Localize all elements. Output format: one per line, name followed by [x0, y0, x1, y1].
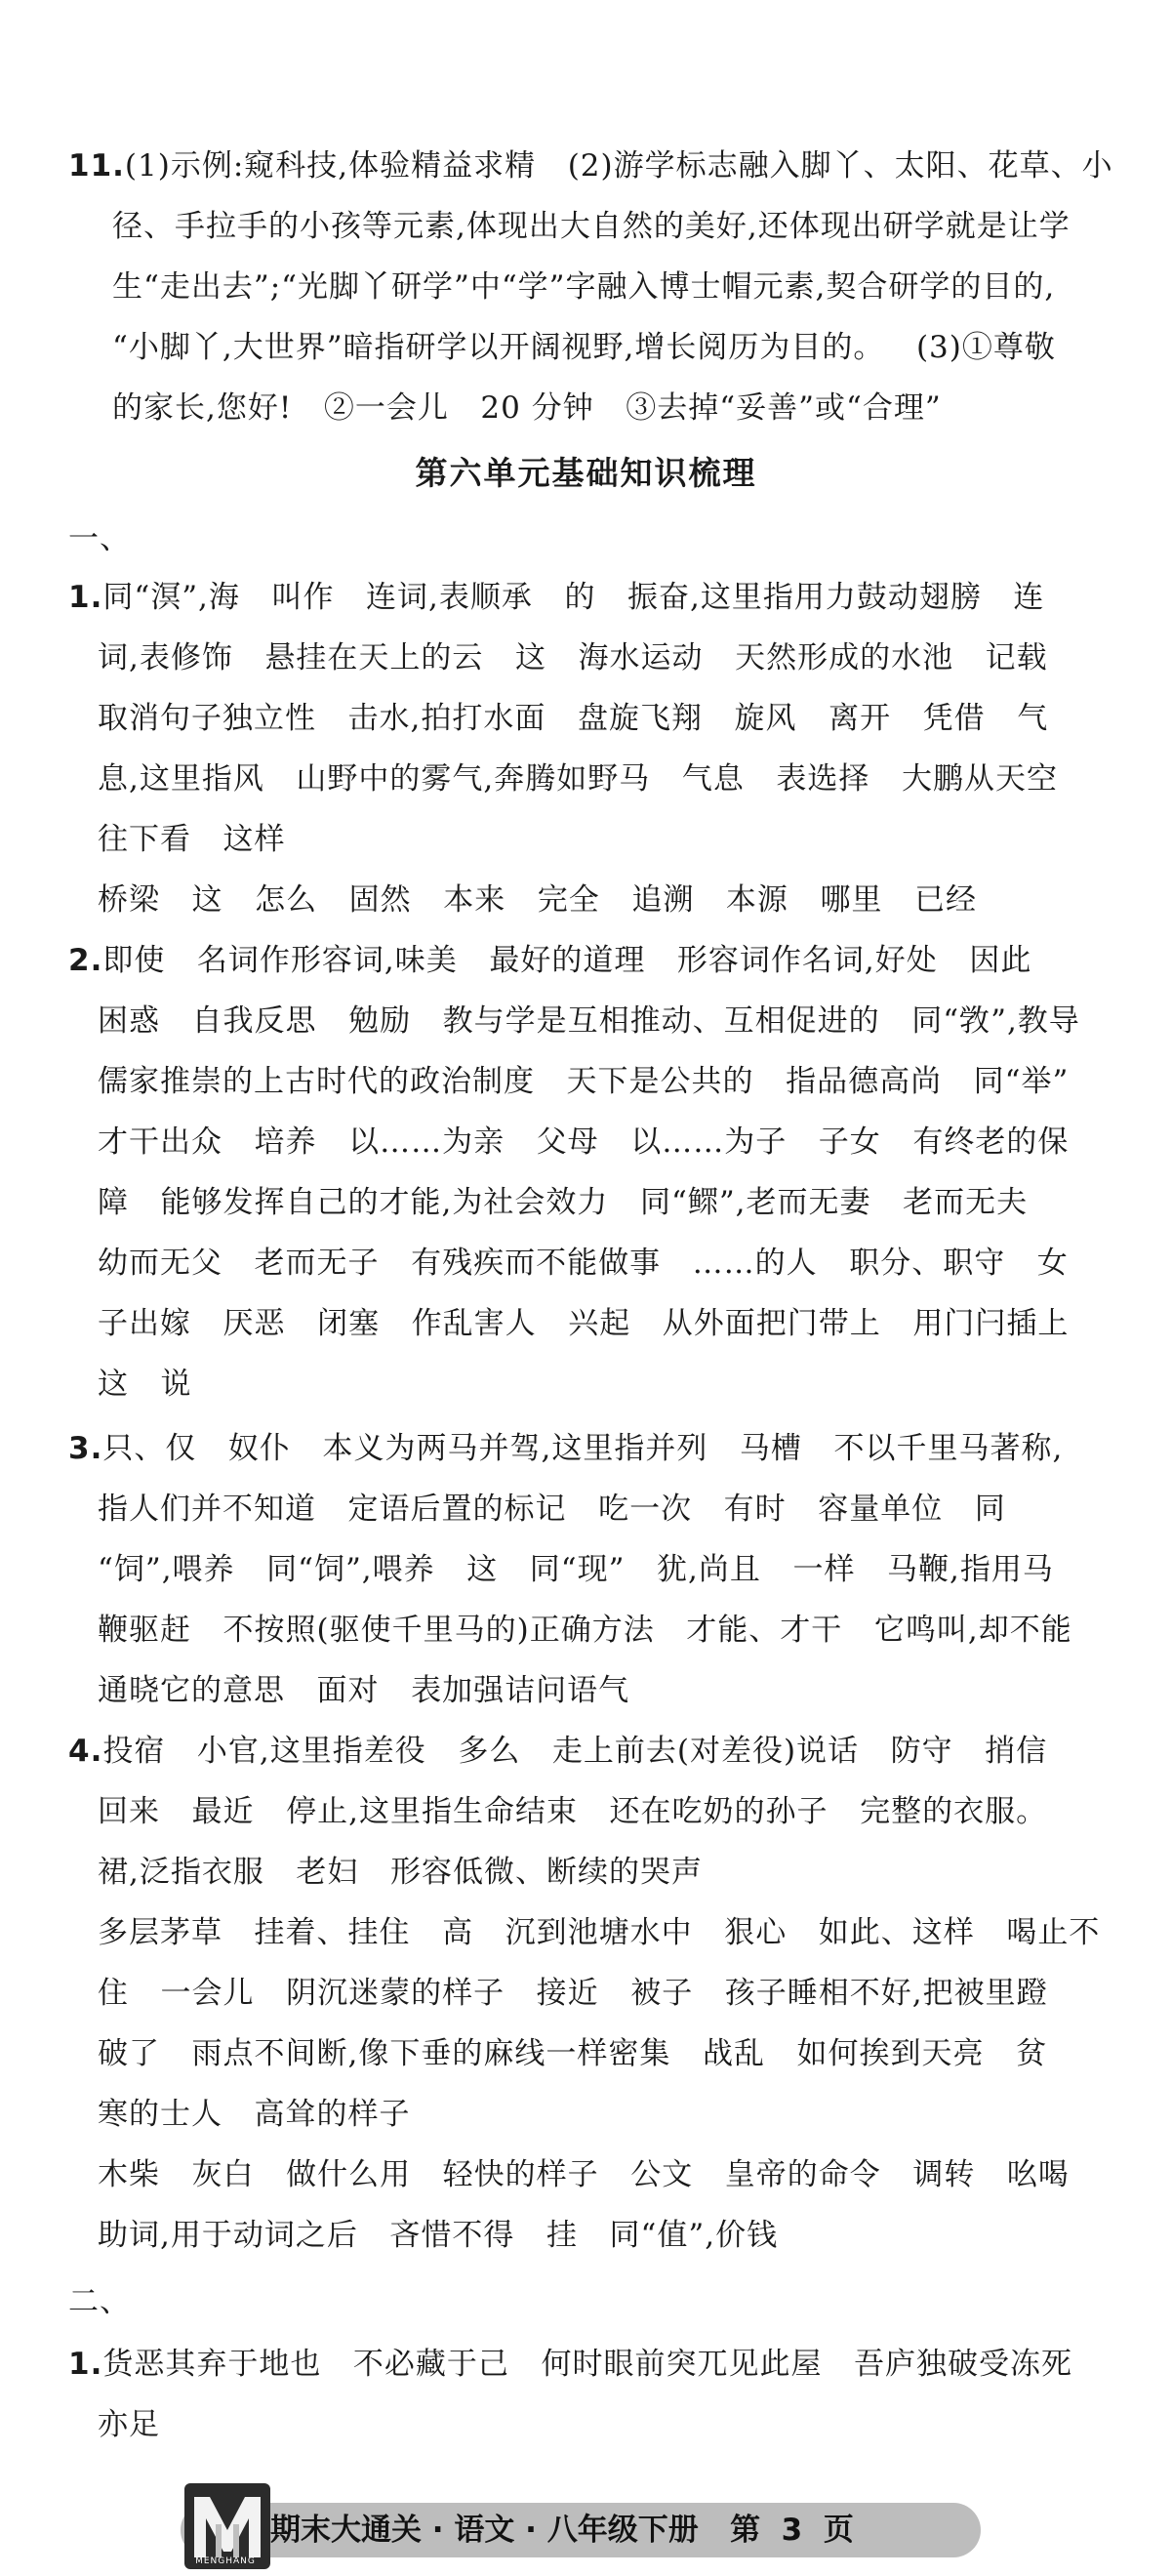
item2-line-6: 幼而无父 老而无子 有残疾而不能做事 ……的人 职分、职守 女 — [98, 1246, 1069, 1281]
item3-text-1: 只、仅 奴仆 本义为两马并驾,这里指并列 马槽 不以千里马著称, — [102, 1431, 1064, 1466]
item1-text-1: 同“溟”,海 叫作 连词,表顺承 的 振奋,这里指用力鼓动翅膀 连 — [102, 580, 1045, 615]
part2-item1-line-1 — [68, 2343, 1172, 2386]
item2-line-8: 这 说 — [98, 1367, 192, 1402]
q11-number: 11. — [68, 148, 125, 184]
q11-line-5: 的家长,您好! ②一会儿 20 分钟 ③去掉“妥善”或“合理” — [112, 390, 942, 426]
item1-line-4: 息,这里指风 山野中的雾气,奔腾如野马 气息 表选择 大鹏从天空 — [98, 761, 1058, 797]
part2-label: 二、 — [68, 2284, 131, 2319]
item2-line-5: 障 能够发挥自己的才能,为社会效力 同“鳏”,老而无妻 老而无夫 — [98, 1185, 1029, 1220]
part2-item1-number: 1. — [68, 2347, 103, 2382]
item3-line-5: 通晓它的意思 面对 表加强诘问语气 — [98, 1673, 630, 1708]
item3-line-2: 指人们并不知道 定语后置的标记 吃一次 有时 容量单位 同 — [98, 1492, 1006, 1527]
q11-line-2: 径、手拉手的小孩等元素,体现出大自然的美好,还体现出研学就是让学 — [112, 209, 1071, 244]
item4-line-8: 木柴 灰白 做什么用 轻快的样子 公文 皇帝的命令 调转 吆喝 — [98, 2157, 1070, 2192]
item2-line-1 — [68, 939, 1172, 982]
q11-line-1 — [68, 144, 1172, 187]
item1-line-6: 桥梁 这 怎么 固然 本来 完全 追溯 本源 哪里 已经 — [98, 882, 978, 918]
item4-line-9: 助词,用于动词之后 吝惜不得 挂 同“值”,价钱 — [98, 2218, 779, 2253]
part2-item1-text-1: 货恶其弃于地也 不必藏于己 何时眼前突兀见此屋 吾庐独破受冻死 — [102, 2347, 1073, 2382]
item3-line-3: “饲”,喂养 同“饲”,喂养 这 同“现” 犹,尚且 一样 马鞭,指用马 — [98, 1552, 1054, 1587]
item1-number: 1. — [68, 580, 103, 615]
item4-line-4: 多层茅草 挂着、挂住 高 沉到池塘水中 狠心 如此、这样 喝止不 — [98, 1915, 1101, 1950]
item1-line-5: 往下看 这样 — [98, 822, 286, 857]
item2-line-4: 才干出众 培养 以……为亲 父母 以……为子 子女 有终老的保 — [98, 1124, 1070, 1160]
item4-line-1 — [68, 1730, 1172, 1773]
item2-line-3: 儒家推崇的上古时代的政治制度 天下是公共的 指品德高尚 同“举” — [98, 1064, 1070, 1099]
item4-line-3: 裙,泛指衣服 老妇 形容低微、断续的哭声 — [98, 1855, 703, 1890]
item4-line-6: 破了 雨点不间断,像下垂的麻线一样密集 战乱 如何挨到天亮 贫 — [98, 2036, 1048, 2071]
item2-text-1: 即使 名词作形容词,味美 最好的道理 形容词作名词,好处 因此 — [102, 943, 1032, 978]
q11-line-3: 生“走出去”;“光脚丫研学”中“学”字融入博士帽元素,契合研学的目的, — [112, 269, 1056, 305]
item2-number: 2. — [68, 943, 103, 978]
section-title: 第六单元基础知识梳理 — [415, 454, 757, 492]
q11-text-1: (1)示例:窥科技,体验精益求精 (2)游学标志融入脚丫、太阳、花草、小 — [124, 148, 1113, 184]
item2-line-2: 困惑 自我反思 勉励 教与学是互相推动、互相促进的 同“敩”,教导 — [98, 1003, 1080, 1039]
item4-number: 4. — [68, 1734, 103, 1769]
logo-text: MENGHANG — [195, 2556, 256, 2566]
item4-line-7: 寒的士人 高耸的样子 — [98, 2097, 411, 2132]
item4-line-5: 住 一会儿 阴沉迷蒙的样子 接近 被子 孩子睡相不好,把被里蹬 — [98, 1976, 1048, 2011]
item4-line-2: 回来 最近 停止,这里指生命结束 还在吃奶的孙子 完整的衣服。 — [98, 1794, 1048, 1829]
item3-line-1 — [68, 1427, 1172, 1470]
part2-item1-line-2: 亦足 — [98, 2407, 160, 2442]
item3-line-4: 鞭驱赶 不按照(驱使千里马的)正确方法 才能、才干 它鸣叫,却不能 — [98, 1613, 1072, 1648]
item1-line-3: 取消句子独立性 击水,拍打水面 盘旋飞翔 旋风 离开 凭借 气 — [98, 701, 1049, 736]
item4-text-1: 投宿 小官,这里指差役 多么 走上前去(对差役)说话 防守 捎信 — [102, 1734, 1048, 1769]
item1-line-1 — [68, 576, 1172, 619]
q11-line-4: “小脚丫,大世界”暗指研学以开阔视野,增长阅历为目的。 (3)①尊敬 — [112, 330, 1056, 365]
part1-label: 一、 — [68, 521, 131, 556]
footer-text: 期末大通关 · 语文 · 八年级下册 第 3 页 — [270, 2513, 854, 2548]
footer — [181, 2499, 981, 2561]
item1-line-2: 词,表修饰 悬挂在天上的云 这 海水运动 天然形成的水池 记载 — [98, 640, 1048, 675]
item2-line-7: 子出嫁 厌恶 闭塞 作乱害人 兴起 从外面把门带上 用门闩插上 — [98, 1306, 1070, 1341]
item3-number: 3. — [68, 1431, 103, 1466]
